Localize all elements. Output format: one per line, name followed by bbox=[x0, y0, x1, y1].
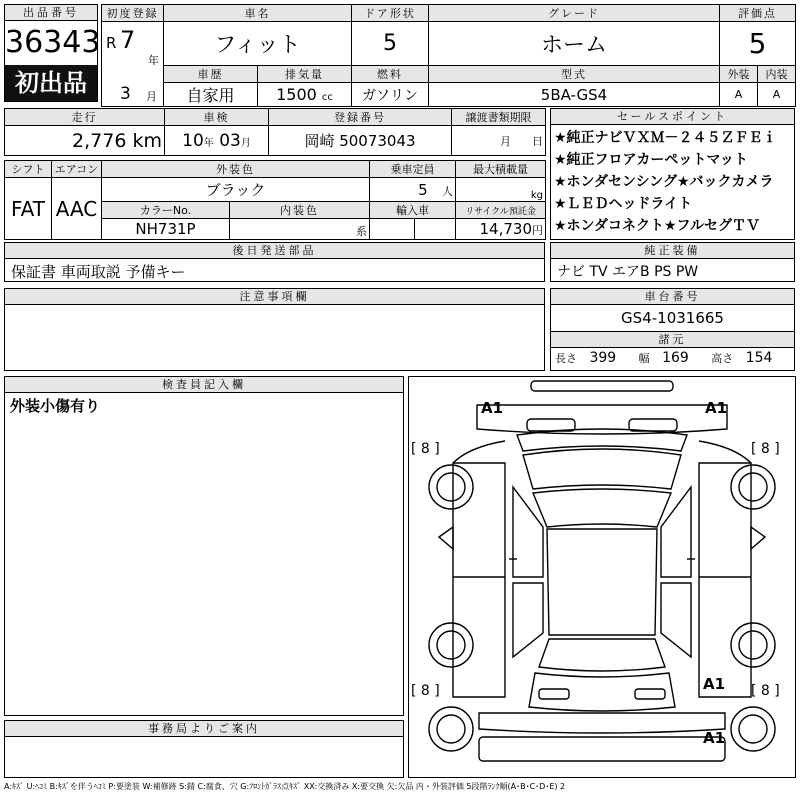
import-value-b bbox=[415, 219, 456, 240]
color-no-value: NH731P bbox=[102, 219, 230, 240]
sales-point-item: ★ホンダコネクト★フルセグＴＶ bbox=[554, 218, 760, 234]
vehicle-table bbox=[101, 4, 795, 105]
displacement-number: 1500 bbox=[276, 85, 317, 104]
capacity-label: 乗車定員 bbox=[370, 161, 456, 178]
later-parts-label: 後日発送部品 bbox=[5, 243, 544, 259]
inspection-month-unit: 月 bbox=[240, 137, 251, 149]
car-name-label: 車名 bbox=[164, 5, 352, 22]
grade-value: ホーム bbox=[429, 22, 720, 66]
mileage-value bbox=[5, 126, 165, 156]
history-label: 車歴 bbox=[164, 66, 258, 82]
sales-point-item: ★純正フロアカーペットマット bbox=[554, 152, 748, 168]
office-box bbox=[4, 720, 404, 778]
damage-mark-a1-bottom: A1 bbox=[703, 729, 726, 747]
length-label: 長さ bbox=[555, 352, 577, 365]
first-reg-year-unit: 年 bbox=[148, 54, 159, 67]
inspection-year: 10 bbox=[182, 130, 204, 151]
spec-table bbox=[4, 160, 545, 240]
aircon-value: AAC bbox=[52, 178, 102, 240]
width-value: 169 bbox=[662, 350, 689, 366]
equipment-label: 純正装備 bbox=[551, 243, 794, 259]
shift-value: FAT bbox=[5, 178, 52, 240]
int-color-label: 内装色 bbox=[230, 202, 370, 219]
score-value: 5 bbox=[720, 22, 796, 66]
first-reg-month: 3 bbox=[120, 84, 131, 104]
ext-color-value: ブラック bbox=[102, 178, 370, 202]
ext-label: 外装 bbox=[720, 66, 758, 83]
sales-point-item: ★ＬＥＤヘッドライト bbox=[554, 196, 693, 212]
reg-number-value: 岡崎 50073043 bbox=[269, 126, 452, 156]
tire-mark-front-left: [ 8 ] bbox=[411, 441, 440, 457]
height-value: 154 bbox=[745, 350, 773, 366]
first-reg-value bbox=[102, 22, 164, 107]
damage-mark-a1-front-right: A1 bbox=[705, 399, 728, 417]
tire-mark-rear-left: [ 8 ] bbox=[411, 683, 440, 699]
ext-value: A bbox=[720, 83, 758, 107]
sales-point-item: ★ホンダセンシング★バックカメラ bbox=[554, 174, 774, 190]
first-listing-badge: 初出品 bbox=[5, 65, 97, 101]
inspector-box bbox=[4, 376, 404, 716]
chassis-value: GS4-1031665 bbox=[551, 305, 794, 332]
notes-label: 注意事項欄 bbox=[5, 289, 544, 305]
lot-number: 36343 bbox=[5, 25, 101, 60]
car-diagram bbox=[408, 376, 796, 778]
displacement-unit: cc bbox=[321, 92, 333, 103]
import-label: 輸入車 bbox=[370, 202, 456, 219]
max-load-label: 最大積載量 bbox=[456, 161, 546, 178]
transfer-label: 譲渡書類期限 bbox=[452, 109, 546, 126]
inspection-label: 車検 bbox=[165, 109, 269, 126]
color-no-label: カラーNo. bbox=[102, 202, 230, 219]
displacement-value bbox=[258, 83, 352, 106]
inspector-label: 検査員記入欄 bbox=[5, 377, 403, 393]
sales-points-box bbox=[550, 108, 795, 240]
notes-box bbox=[4, 288, 545, 371]
int-value: A bbox=[758, 83, 796, 107]
transfer-day-unit: 日 bbox=[532, 134, 543, 148]
first-reg-year: 7 bbox=[120, 26, 136, 54]
length-value: 399 bbox=[589, 350, 617, 366]
shift-label: シフト bbox=[5, 161, 52, 178]
mileage-label: 走行 bbox=[5, 109, 165, 126]
equipment-box bbox=[550, 242, 795, 282]
doors-label: ドア形状 bbox=[352, 5, 429, 22]
max-load-unit: kg bbox=[456, 178, 546, 202]
lot-box bbox=[4, 4, 101, 102]
later-parts-value: 保証書 車両取説 予備キー bbox=[11, 263, 186, 281]
tire-mark-front-right: [ 8 ] bbox=[751, 441, 780, 457]
capacity-value bbox=[370, 178, 456, 202]
width-label: 幅 bbox=[638, 352, 650, 365]
grade-label: グレード bbox=[429, 5, 720, 22]
int-color-suffix: 系 bbox=[230, 219, 370, 240]
recycle-number: 14,730 bbox=[479, 220, 532, 238]
mileage-number: 2,776 bbox=[72, 129, 127, 152]
capacity-number: 5 bbox=[418, 180, 428, 199]
inspector-text: 外装小傷有り bbox=[10, 397, 101, 415]
transfer-value bbox=[452, 126, 546, 156]
first-reg-month-unit: 月 bbox=[146, 90, 157, 103]
chassis-box bbox=[550, 288, 795, 371]
aircon-label: エアコン bbox=[52, 161, 102, 178]
transfer-month-unit: 月 bbox=[500, 134, 512, 148]
car-outline bbox=[409, 377, 795, 777]
office-label: 事務局よりご案内 bbox=[5, 721, 403, 737]
int-label: 内装 bbox=[758, 66, 796, 83]
fuel-label: 燃料 bbox=[352, 66, 429, 83]
equipment-value: ナビ TV エアB PS PW bbox=[557, 264, 699, 280]
inspection-month: 03 bbox=[219, 130, 241, 151]
detail-table bbox=[4, 108, 545, 156]
doors-value: 5 bbox=[352, 22, 429, 66]
model-value: 5BA-GS4 bbox=[429, 83, 720, 107]
score-label: 評価点 bbox=[720, 5, 796, 22]
sales-point-item: ★純正ナビＶＸＭ－２４５ＺＦＥｉ bbox=[554, 130, 777, 146]
recycle-unit: 円 bbox=[532, 224, 543, 237]
first-reg-label: 初度登録 bbox=[102, 5, 164, 22]
inspection-year-unit: 年 bbox=[203, 137, 214, 149]
first-reg-era: R bbox=[106, 34, 117, 52]
chassis-label: 車台番号 bbox=[551, 289, 794, 305]
car-name-value: フィット bbox=[164, 22, 352, 66]
tire-mark-rear-right: [ 8 ] bbox=[751, 683, 780, 699]
recycle-label: リサイクル預託金 bbox=[456, 202, 546, 219]
reg-number-label: 登録番号 bbox=[269, 109, 452, 126]
damage-mark-a1-rear-right: A1 bbox=[703, 675, 726, 693]
recycle-value bbox=[456, 219, 546, 240]
legend-text: A:ｷｽﾞ U:ﾍｺﾐ B:ｷｽﾞを伴うﾍｺﾐ P:要塗装 W:補修跡 S:錆 C:腐食、穴 G:ﾌﾛﾝﾄｶﾞﾗｽ点ｷｽﾞ XX:交換済み X:要交換 欠:欠品 内・外装評価 5段階ﾗﾝｸ順(A･B･C･D･E) 2 bbox=[4, 782, 566, 791]
dims-label: 諸元 bbox=[551, 332, 794, 348]
later-parts-box bbox=[4, 242, 545, 282]
sales-points-list bbox=[551, 125, 794, 239]
inspection-value bbox=[165, 126, 269, 156]
mileage-unit: km bbox=[132, 129, 162, 152]
model-label: 型式 bbox=[429, 66, 720, 83]
ext-color-label: 外装色 bbox=[102, 161, 370, 178]
sales-points-label: セールスポイント bbox=[551, 109, 794, 125]
damage-mark-a1-front-left: A1 bbox=[481, 399, 504, 417]
capacity-unit: 人 bbox=[442, 184, 453, 198]
import-value-a bbox=[370, 219, 415, 240]
fuel-value: ガソリン bbox=[352, 83, 429, 107]
height-label: 高さ bbox=[711, 352, 734, 365]
history-value: 自家用 bbox=[164, 83, 258, 106]
displacement-label: 排気量 bbox=[258, 66, 352, 82]
dims-row bbox=[551, 348, 794, 368]
lot-label: 出品番号 bbox=[5, 5, 97, 21]
